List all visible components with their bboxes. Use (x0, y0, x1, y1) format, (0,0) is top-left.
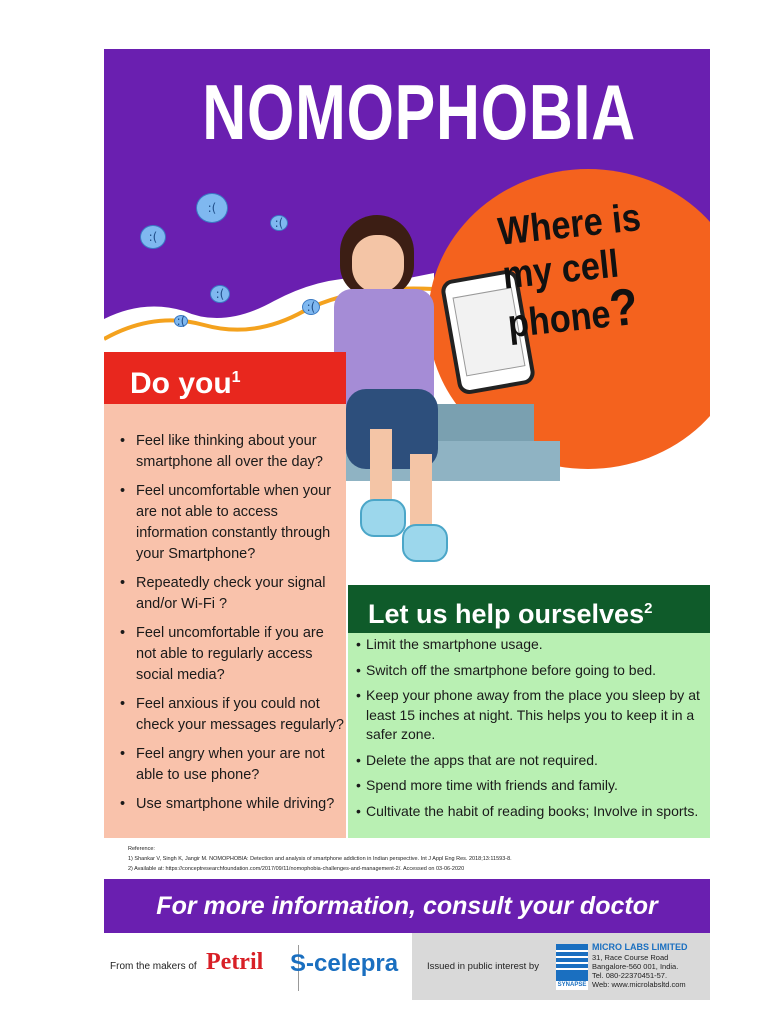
where-is-my-cell-phone (496, 191, 703, 347)
list-item: • Keep your phone away from the place you sleep by at least 15 inches at night. This helps you to keep it in a safer zone. (352, 686, 706, 745)
shoe-icon (402, 524, 448, 562)
telephone: Tel. 080-22370451-57. (592, 971, 668, 980)
sad-face-icon: :( (210, 285, 230, 303)
bubble-line: Where is (496, 196, 643, 254)
company-address (592, 953, 686, 989)
issued-label: Issued in public interest by (427, 961, 539, 972)
shoe-icon (360, 499, 406, 537)
list-item: • Spend more time with friends and family. (352, 776, 706, 796)
sad-face-icon: :( (174, 315, 188, 327)
bubble-line: phone (505, 292, 613, 347)
list-item: • Feel uncomfortable if you are not able to regularly access social media? (112, 623, 344, 686)
petril-logo: Petril (206, 949, 264, 975)
list-item: • Use smartphone while driving? (112, 794, 344, 815)
footnote-marker: 2 (644, 600, 653, 617)
list-item: • Feel angry when your are not able to use phone? (112, 744, 344, 786)
girl-face (352, 235, 404, 293)
sad-face-icon: :( (196, 193, 228, 223)
address-line: Bangalore-560 001, India. (592, 962, 679, 971)
girl-leg (410, 454, 432, 526)
list-item: • Repeatedly check your signal and/or Wi-Fi ? (112, 573, 344, 615)
website: Web: www.microlabsltd.com (592, 980, 686, 989)
girl-leg (370, 429, 392, 501)
help-list (352, 635, 706, 827)
help-heading-text: Let us help ourselves (368, 599, 645, 629)
list-item: • Feel anxious if you could not check your messages regularly? (112, 694, 344, 736)
sad-face-icon: :( (302, 299, 320, 315)
reference-block (128, 844, 698, 874)
scelepra-logo: S-celepra (290, 950, 399, 977)
list-item: • Feel uncomfortable when your are not able to access information constantly through your Smartphone? (112, 481, 344, 565)
footnote-marker: 1 (231, 369, 241, 386)
reference-item: 2) Available at: https://conceptresearchfoundation.com/2017/09/11/nomophobia-challenges-and-management-2/. Accessed on 03-06-2020 (128, 866, 465, 872)
sad-face-icon: :( (140, 225, 166, 249)
list-item: • Delete the apps that are not required. (352, 751, 706, 771)
bubble-line: my cell (500, 242, 621, 298)
address-line: 31, Race Course Road (592, 953, 669, 962)
sad-face-icon: :( (270, 215, 288, 231)
makers-label: From the makers of (110, 961, 197, 972)
reference-label: Reference: (128, 846, 155, 852)
do-you-list (112, 431, 344, 823)
reference-item: 1) Shankar V, Singh K, Jangir M. NOMOPHOBIA: Detection and analysis of smartphone addiction in Indian perspective. Int J Appl Eng Res. 2018;13:11593-8. (128, 856, 512, 862)
list-item: • Limit the smartphone usage. (352, 635, 706, 655)
do-you-heading-text: Do you (130, 367, 232, 400)
company-name: MICRO LABS LIMITED (592, 942, 688, 952)
footer-banner-text: For more information, consult your doctor (156, 892, 658, 920)
nomophobia-poster (104, 49, 710, 1000)
help-heading (348, 585, 710, 633)
synapse-logo-text: SYNAPSE (557, 982, 587, 988)
question-mark: ? (606, 277, 641, 339)
list-item: • Switch off the smartphone before going to bed. (352, 661, 706, 681)
list-item: • Cultivate the habit of reading books; Involve in sports. (352, 802, 706, 822)
do-you-heading (104, 352, 346, 404)
poster-title: NOMOPHOBIA (202, 68, 636, 156)
list-item: • Feel like thinking about your smartphone all over the day? (112, 431, 344, 473)
